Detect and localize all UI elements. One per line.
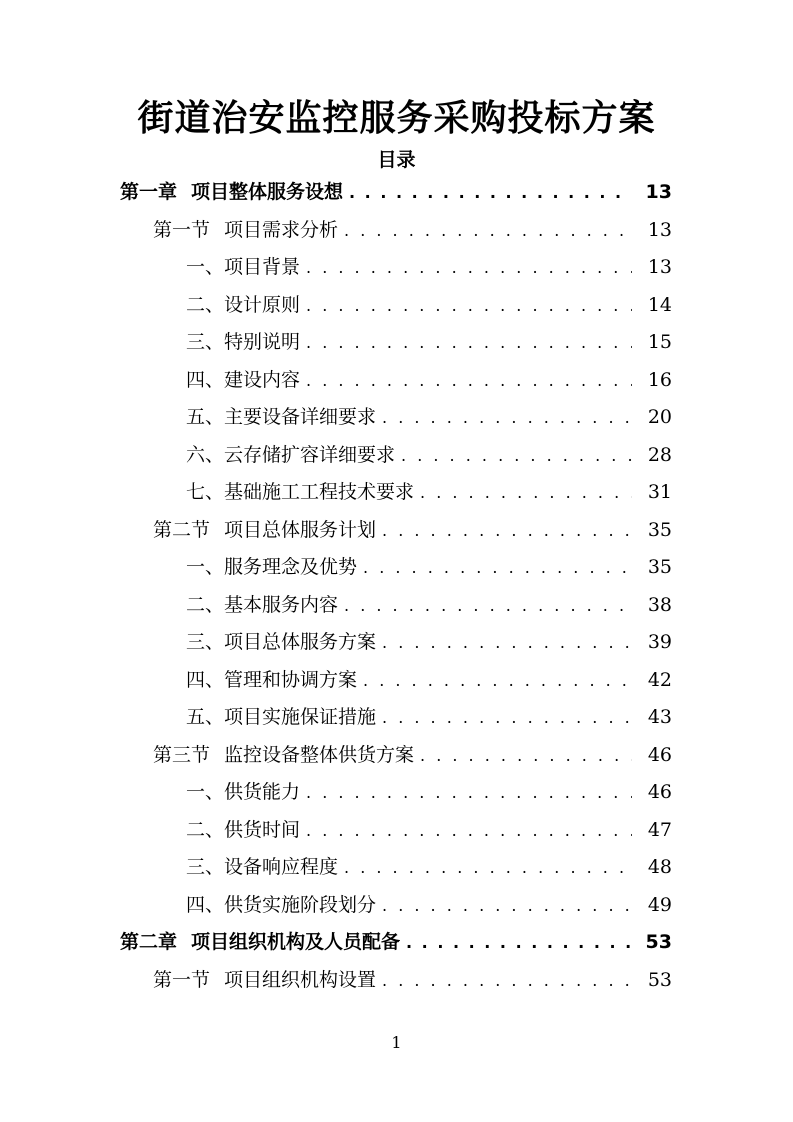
toc-entry[interactable]	[0, 512, 793, 550]
toc-dot-leader	[382, 624, 632, 662]
toc-entry-title: 项目总体服务计划	[224, 518, 377, 541]
toc-entry-page: 42	[647, 668, 672, 691]
toc-entry-title: 项目整体服务设想	[191, 181, 344, 203]
toc-entry-number: 七、	[186, 481, 225, 503]
toc-entry-title: 供货时间	[224, 818, 301, 841]
toc-entry-title: 项目组织机构设置	[224, 968, 377, 991]
toc-entry-number: 一、	[186, 256, 225, 278]
toc-dot-leader	[420, 474, 632, 512]
toc-entry[interactable]	[0, 249, 793, 287]
toc-entry-page: 35	[647, 518, 672, 541]
toc-entry-page: 47	[647, 818, 672, 841]
toc-entry[interactable]	[0, 287, 793, 325]
toc-entry-title: 项目总体服务方案	[224, 631, 377, 653]
toc-dot-leader	[344, 212, 632, 250]
toc-entry[interactable]	[0, 774, 793, 812]
toc-dot-leader	[406, 924, 632, 962]
toc-entry-title: 项目实施保证措施	[224, 706, 377, 728]
toc-entry-page: 48	[647, 856, 672, 878]
toc-entry-number: 二、	[186, 818, 225, 841]
toc-entry-page: 15	[647, 331, 672, 353]
toc-entry[interactable]	[0, 662, 793, 700]
toc-entry[interactable]	[0, 624, 793, 662]
toc-dot-leader	[401, 437, 632, 475]
toc-entry-page: 46	[647, 743, 672, 766]
toc-entry[interactable]	[0, 174, 793, 212]
toc-dot-leader	[344, 587, 632, 625]
toc-entry-page: 38	[647, 593, 672, 616]
toc-entry-number: 第二节	[153, 518, 211, 541]
toc-entry-title: 设计原则	[224, 293, 301, 316]
toc-entry-number: 一、	[186, 556, 225, 578]
toc-dot-leader	[306, 362, 632, 400]
toc-entry-page: 13	[647, 218, 672, 241]
page-number: 1	[391, 1033, 402, 1052]
toc-entry-number: 四、	[186, 893, 225, 916]
toc-entry-page: 35	[647, 556, 672, 578]
toc-entry-page: 13	[647, 256, 672, 278]
toc-entry-page: 39	[647, 631, 672, 653]
document-title: 街道治安监控服务采购投标方案	[137, 98, 656, 139]
toc-dot-leader	[349, 174, 632, 212]
toc-entry-title: 项目背景	[224, 256, 301, 278]
toc-entry[interactable]	[0, 887, 793, 925]
toc-entry-page: 49	[647, 893, 672, 916]
toc-dot-leader	[382, 399, 632, 437]
toc-dot-leader	[306, 774, 632, 812]
toc-entry-title: 供货实施阶段划分	[224, 893, 377, 916]
toc-entry-page: 16	[647, 368, 672, 391]
toc-entry-page: 14	[647, 293, 672, 316]
toc-entry[interactable]	[0, 399, 793, 437]
toc-entry-title: 项目需求分析	[224, 218, 339, 241]
toc-dot-leader	[420, 737, 632, 775]
toc-entry-number: 三、	[186, 856, 225, 878]
toc-entry-page: 53	[647, 968, 672, 991]
toc-heading: 目录	[377, 149, 416, 171]
toc-entry[interactable]	[0, 324, 793, 362]
toc-entry-page: 31	[647, 481, 672, 503]
toc-entry-title: 项目组织机构及人员配备	[191, 931, 401, 953]
toc-entry[interactable]	[0, 962, 793, 1000]
toc-entry-page: 28	[647, 443, 672, 466]
toc-entry-page: 46	[647, 781, 672, 803]
toc-dot-leader	[382, 699, 632, 737]
toc-entry-title: 特别说明	[224, 331, 301, 353]
toc-dot-leader	[382, 962, 632, 1000]
toc-entry-page: 20	[647, 406, 672, 428]
toc-dot-leader	[363, 662, 632, 700]
table-of-contents	[0, 174, 793, 999]
toc-entry-number: 六、	[186, 443, 225, 466]
toc-dot-leader	[363, 549, 632, 587]
toc-entry-number: 二、	[186, 293, 225, 316]
toc-entry-title: 设备响应程度	[224, 856, 339, 878]
toc-entry-title: 基础施工工程技术要求	[224, 481, 415, 503]
toc-entry-page: 43	[647, 706, 672, 728]
toc-dot-leader	[306, 287, 632, 325]
toc-entry-title: 云存储扩容详细要求	[224, 443, 396, 466]
toc-entry-number: 五、	[186, 406, 225, 428]
toc-entry-number: 三、	[186, 631, 225, 653]
toc-entry-title: 主要设备详细要求	[224, 406, 377, 428]
toc-dot-leader	[306, 812, 632, 850]
toc-entry-number: 三、	[186, 331, 225, 353]
toc-dot-leader	[306, 324, 632, 362]
toc-entry-title: 管理和协调方案	[224, 668, 358, 691]
toc-dot-leader	[306, 249, 632, 287]
toc-entry-title: 监控设备整体供货方案	[224, 743, 415, 766]
toc-entry[interactable]	[0, 549, 793, 587]
toc-entry[interactable]	[0, 587, 793, 625]
toc-entry[interactable]	[0, 474, 793, 512]
toc-entry-number: 四、	[186, 368, 225, 391]
toc-entry-number: 四、	[186, 668, 225, 691]
toc-entry-title: 供货能力	[224, 781, 301, 803]
toc-entry-number: 一、	[186, 781, 225, 803]
toc-entry-number: 第三节	[153, 743, 211, 766]
toc-entry-number: 二、	[186, 593, 225, 616]
toc-entry[interactable]	[0, 849, 793, 887]
toc-entry-number: 第一节	[153, 218, 211, 241]
toc-entry-number: 五、	[186, 706, 225, 728]
toc-dot-leader	[344, 849, 632, 887]
toc-entry-title: 基本服务内容	[224, 593, 339, 616]
toc-entry-title: 服务理念及优势	[224, 556, 358, 578]
toc-entry[interactable]	[0, 699, 793, 737]
toc-entry[interactable]	[0, 212, 793, 250]
toc-entry-number: 第一章	[120, 181, 178, 203]
toc-entry-title: 建设内容	[224, 368, 301, 391]
toc-entry[interactable]	[0, 437, 793, 475]
toc-entry[interactable]	[0, 924, 793, 962]
toc-entry-page: 53	[645, 931, 672, 953]
toc-entry-page: 13	[645, 181, 672, 203]
toc-entry[interactable]	[0, 362, 793, 400]
toc-dot-leader	[382, 887, 632, 925]
toc-entry-number: 第一节	[153, 968, 211, 991]
toc-entry-number: 第二章	[120, 931, 178, 953]
toc-entry[interactable]	[0, 812, 793, 850]
toc-entry[interactable]	[0, 737, 793, 775]
toc-dot-leader	[382, 512, 632, 550]
